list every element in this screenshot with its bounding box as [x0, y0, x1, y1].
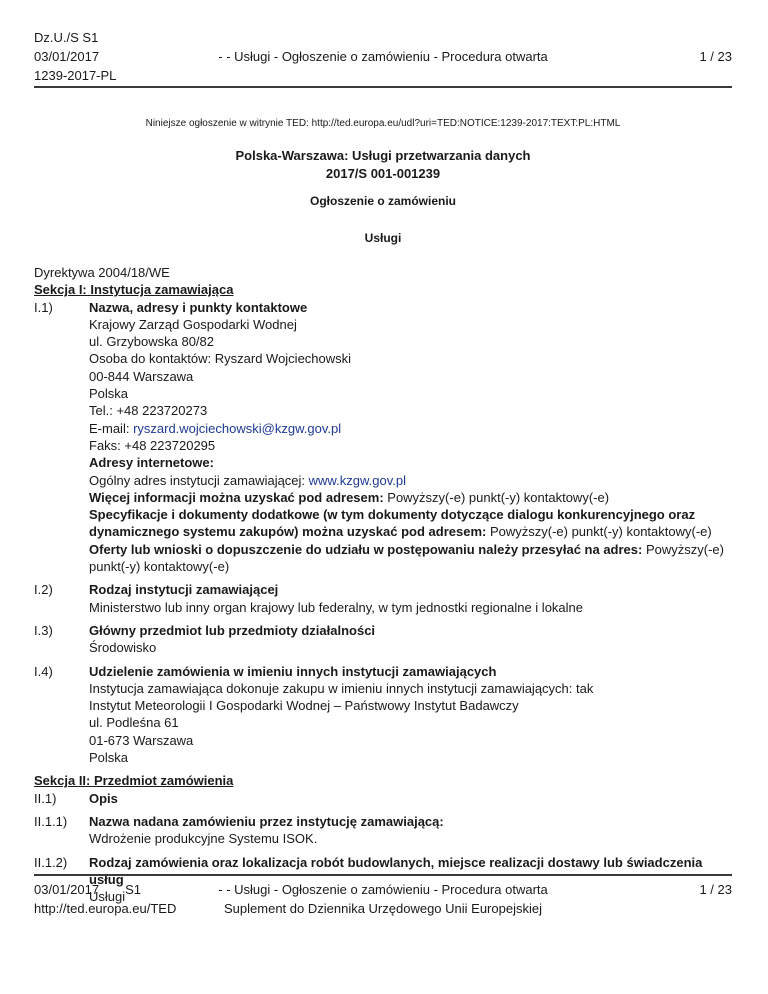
- item-content: [89, 581, 732, 616]
- item-value: Środowisko: [89, 640, 157, 656]
- email-label: E-mail:: [89, 420, 134, 436]
- item-ii11: [34, 813, 732, 848]
- item-content: [89, 622, 732, 657]
- more-info-label: Więcej informacji można uzyskać pod adresem:: [89, 489, 384, 505]
- ted-notice-line: Niniejsze ogłoszenie w witrynie TED: http://ted.europa.eu/udl?uri=TED:NOTICE:1239-2017:TEXT:PL:HTML: [145, 118, 621, 129]
- item-number: I.3): [34, 622, 53, 638]
- internet-heading: Adresy internetowe:: [89, 455, 214, 471]
- section-2-title: Sekcja II: Przedmiot zamówienia: [34, 773, 234, 789]
- org-street: ul. Grzybowska 80/82: [89, 334, 215, 350]
- title-line-1: Polska-Warszawa: Usługi przetwarzania danych: [235, 148, 531, 163]
- item-number: I.4): [34, 663, 53, 679]
- footer-url: http://ted.europa.eu/TED: [34, 901, 177, 916]
- page-footer: [34, 874, 732, 918]
- item-i1: [34, 299, 732, 576]
- contract-type: Usługi: [364, 231, 402, 245]
- footer-series: S1: [125, 882, 141, 897]
- item-line: Polska: [89, 750, 129, 766]
- item-number: II.1): [34, 790, 57, 806]
- footer-page-number: 1 / 23: [699, 882, 732, 897]
- directive: Dyrektywa 2004/18/WE: [34, 265, 170, 280]
- item-number: II.1.1): [34, 813, 68, 829]
- header-page-number: 1 / 23: [699, 49, 732, 64]
- more-info-value: Powyższy(-e) punkt(-y) kontaktowy(-e): [383, 489, 610, 505]
- title-line-2: 2017/S 001-001239: [325, 166, 441, 181]
- footer-center: [34, 880, 732, 918]
- item-value: Usługi: [89, 889, 126, 905]
- spec-value: Powyższy(-e) punkt(-y) kontaktowy(-e): [486, 524, 712, 540]
- general-address-label: Ogólny adres instytucji zamawiającej:: [89, 472, 309, 488]
- item-heading: Nazwa nadana zamówieniu przez instytucję zamawiającą:: [89, 813, 444, 829]
- item-content: [89, 299, 732, 576]
- org-name: Krajowy Zarząd Gospodarki Wodnej: [89, 316, 297, 332]
- section-1-title: Sekcja I: Instytucja zamawiająca: [34, 282, 234, 298]
- page-header: [34, 0, 732, 88]
- item-content: [89, 790, 732, 807]
- item-heading: Nazwa, adresy i punkty kontaktowe: [89, 299, 308, 315]
- header-date: 03/01/2017: [34, 49, 100, 64]
- document-body: [34, 264, 732, 905]
- item-line: Instytucja zamawiająca dokonuje zakupu w imieniu innych instytucji zamawiających: tak: [89, 680, 594, 696]
- item-ii1: [34, 790, 732, 807]
- general-address-link[interactable]: www.kzgw.gov.pl: [308, 472, 406, 488]
- spec-line: [89, 506, 732, 541]
- header-center: - - Usługi - Ogłoszenie o zamówieniu - Procedura otwarta: [218, 49, 548, 64]
- footer-center-line-1: - - Usługi - Ogłoszenie o zamówieniu - Procedura otwarta: [218, 882, 548, 897]
- item-number: I.2): [34, 582, 53, 598]
- notice-type: Ogłoszenie o zamówieniu: [309, 194, 457, 208]
- contact-person: Osoba do kontaktów: Ryszard Wojciechowski: [89, 351, 352, 367]
- header-doc-ref: Dz.U./S S1: [34, 30, 99, 45]
- item-line: 01-673 Warszawa: [89, 732, 194, 748]
- item-i2: [34, 581, 732, 616]
- spec-label: Specyfikacje i dokumenty dodatkowe (w tym dokumenty dotyczące dialogu konkurencyjnego oraz dynamicznego systemu zakupów) można uzyskać pod adresem:: [89, 507, 696, 540]
- offers-label: Oferty lub wnioski o dopuszczenie do udziału w postępowaniu należy przesyłać na adres:: [89, 541, 643, 557]
- item-heading: Opis: [89, 790, 118, 806]
- item-i3: [34, 622, 732, 657]
- item-heading: Udzielenie zamówienia w imieniu innych instytucji zamawiających: [89, 663, 497, 679]
- email-link[interactable]: ryszard.wojciechowski@kzgw.gov.pl: [133, 420, 342, 436]
- offers-value: Powyższy(-e) punkt(-y) kontaktowy(-e): [89, 541, 724, 575]
- offers-line: [89, 541, 732, 576]
- item-heading: Główny przedmiot lub przedmioty działalności: [89, 622, 376, 638]
- item-line: Instytut Meteorologii I Gospodarki Wodnej – Państwowy Instytut Badawczy: [89, 698, 519, 714]
- footer-date: 03/01/2017: [34, 882, 100, 897]
- item-number: I.1): [34, 299, 53, 315]
- item-heading: Rodzaj zamówienia oraz lokalizacja robót budowlanych, miejsce realizacji dostawy lub świadczenia usług: [89, 854, 703, 887]
- header-notice-id: 1239-2017-PL: [34, 68, 117, 83]
- item-content: [89, 663, 732, 767]
- item-value: Wdrożenie produkcyjne Systemu ISOK.: [89, 831, 318, 847]
- item-content: [89, 813, 732, 848]
- org-country: Polska: [89, 386, 129, 402]
- document-title: [34, 147, 732, 183]
- general-address-line: [89, 472, 732, 489]
- org-city: 00-844 Warszawa: [89, 368, 194, 384]
- item-heading: Rodzaj instytucji zamawiającej: [89, 582, 279, 598]
- email-line: [89, 420, 732, 437]
- org-fax: Faks: +48 223720295: [89, 437, 216, 453]
- item-line: ul. Podleśna 61: [89, 715, 179, 731]
- footer-center-line-2: Suplement do Dziennika Urzędowego Unii Europejskiej: [224, 901, 542, 916]
- item-i4: [34, 663, 732, 767]
- more-info-line: [89, 489, 732, 506]
- item-number: II.1.2): [34, 854, 68, 870]
- item-value: Ministerstwo lub inny organ krajowy lub federalny, w tym jednostki regionalne i lokalne: [89, 599, 583, 615]
- org-phone: Tel.: +48 223720273: [89, 403, 208, 419]
